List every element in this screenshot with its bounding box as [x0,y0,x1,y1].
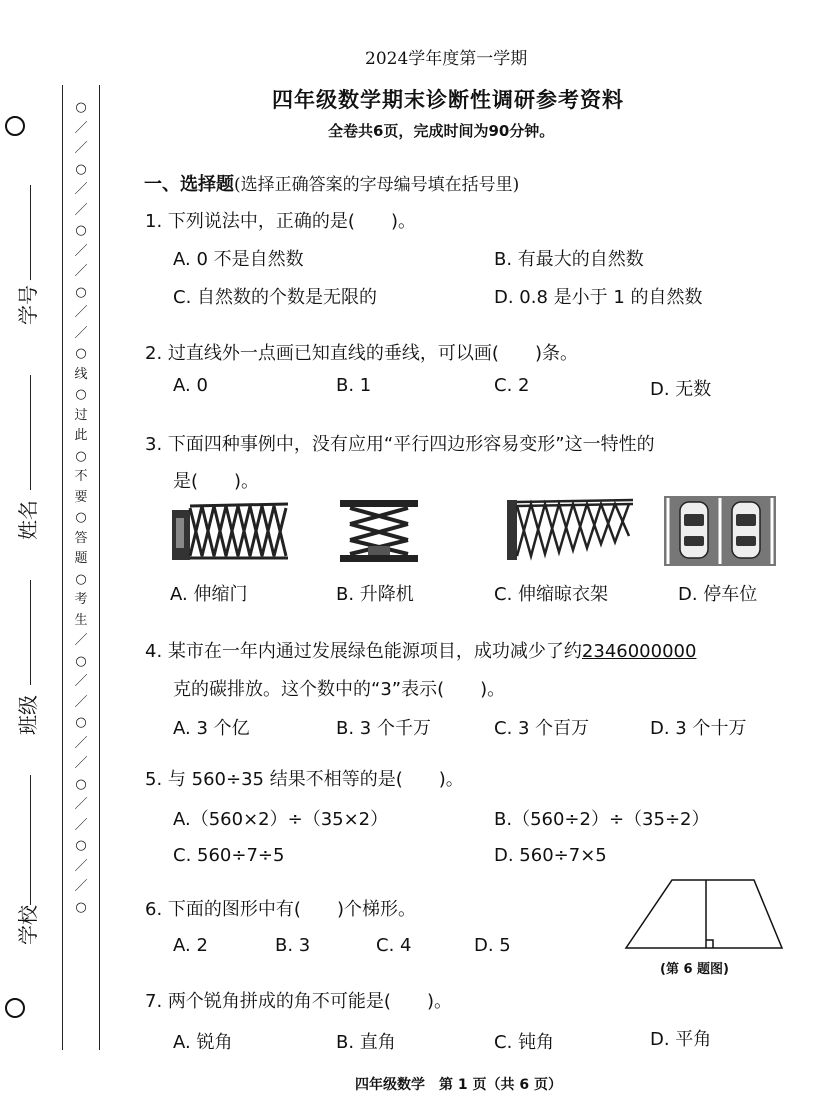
field-school-line [30,775,31,905]
q6-option-c[interactable]: C. 4 [376,935,412,956]
q2-option-d[interactable]: D. 无数 [650,379,712,400]
question-4 [145,637,696,663]
question-text: 下面四种事例中，没有应用“平行四边形容易变形”这一特性的 [167,434,655,455]
q5-option-a[interactable]: A.（560×2）÷（35×2） [173,809,389,830]
field-student-id-label: 学号 [16,285,40,325]
q7-option-d[interactable]: D. 平角 [650,1029,712,1050]
binding-border-right [99,85,100,1050]
q1-option-b[interactable]: B. 有最大的自然数 [494,249,644,270]
q3-option-d[interactable]: D. 停车位 [678,584,758,605]
section-note: (选择正确答案的字母编号填在括号里) [234,175,520,195]
question-6 [145,895,416,921]
question-number: 3. [145,434,163,455]
question-3-continued: 是( )。 [173,471,260,492]
question-2 [145,339,578,365]
page-footer: 四年级数学 第 1 页（共 6 页） [355,1077,562,1093]
cut-line-text: ○／／○／／○／／○／／○线○过此○不要○答题○考生／○／／○／／○／／○／／○ [74,100,88,915]
section-title: 一、选择题 [144,174,234,195]
question-1 [145,207,416,233]
q7-option-b[interactable]: B. 直角 [336,1032,396,1053]
question-5 [145,765,464,791]
q2-option-a[interactable]: A. 0 [173,375,208,396]
field-class-line [30,580,31,685]
question-text: 某市在一年内通过发展绿色能源项目，成功减少了约 [167,641,582,662]
question-number: 1. [145,211,163,232]
field-name-label: 姓名 [16,500,40,540]
exam-info: 全卷共6页，完成时间为90分钟。 [328,122,555,140]
emission-number: 2346000000 [581,641,697,662]
q1-option-d[interactable]: D. 0.8 是小于 1 的自然数 [494,287,703,308]
question-3 [145,430,655,456]
retractable-gate-image [170,500,290,562]
q1-option-c[interactable]: C. 自然数的个数是无限的 [173,287,378,308]
q4-option-b[interactable]: B. 3 个千万 [336,718,431,739]
field-class-label: 班级 [16,695,40,735]
question-7 [145,987,452,1013]
q5-option-d[interactable]: D. 560÷7×5 [494,845,607,866]
section-heading [144,170,519,196]
question-text: 下面的图形中有( )个梯形。 [167,899,416,920]
q7-option-a[interactable]: A. 锐角 [173,1032,233,1053]
binding-border-left [62,85,63,1050]
binding-hole-bottom [5,998,25,1018]
q4-option-c[interactable]: C. 3 个百万 [494,718,590,739]
q2-option-b[interactable]: B. 1 [336,375,372,396]
question-number: 4. [145,641,163,662]
q6-option-b[interactable]: B. 3 [275,935,311,956]
q3-option-a[interactable]: A. 伸缩门 [170,584,248,605]
q1-option-a[interactable]: A. 0 不是自然数 [173,249,304,270]
question-text: 与 560÷35 结果不相等的是( )。 [167,769,464,790]
field-school-label: 学校 [16,905,40,945]
page-title: 四年级数学期末诊断性调研参考资料 [272,88,624,112]
term-title: 2024学年度第一学期 [365,49,528,69]
q7-option-c[interactable]: C. 钝角 [494,1032,555,1053]
q2-option-c[interactable]: C. 2 [494,375,530,396]
folding-clothes-rack-image [505,496,635,564]
question-number: 7. [145,991,163,1012]
field-student-id-line [30,185,31,280]
question-text: 过直线外一点画已知直线的垂线，可以画( )条。 [167,343,578,364]
question-text: 两个锐角拼成的角不可能是( )。 [167,991,452,1012]
binding-hole-top [5,116,25,136]
field-name-line [30,375,31,490]
question-number: 6. [145,899,163,920]
question-4-continued: 克的碳排放。这个数中的“3”表示( )。 [173,679,506,700]
q4-option-a[interactable]: A. 3 个亿 [173,718,250,739]
question-text: 下列说法中，正确的是( )。 [167,211,416,232]
q3-option-c[interactable]: C. 伸缩晾衣架 [494,584,609,605]
parking-space-image [664,496,776,566]
question-number: 2. [145,343,163,364]
q6-option-d[interactable]: D. 5 [474,935,511,956]
trapezoid-figure [624,876,784,952]
q3-option-b[interactable]: B. 升降机 [336,584,414,605]
q5-option-b[interactable]: B.（560÷2）÷（35÷2） [494,809,710,830]
scissor-lift-image [338,498,420,564]
q5-option-c[interactable]: C. 560÷7÷5 [173,845,285,866]
q6-option-a[interactable]: A. 2 [173,935,208,956]
figure-caption: (第 6 题图) [660,962,729,977]
q4-option-d[interactable]: D. 3 个十万 [650,718,747,739]
question-number: 5. [145,769,163,790]
